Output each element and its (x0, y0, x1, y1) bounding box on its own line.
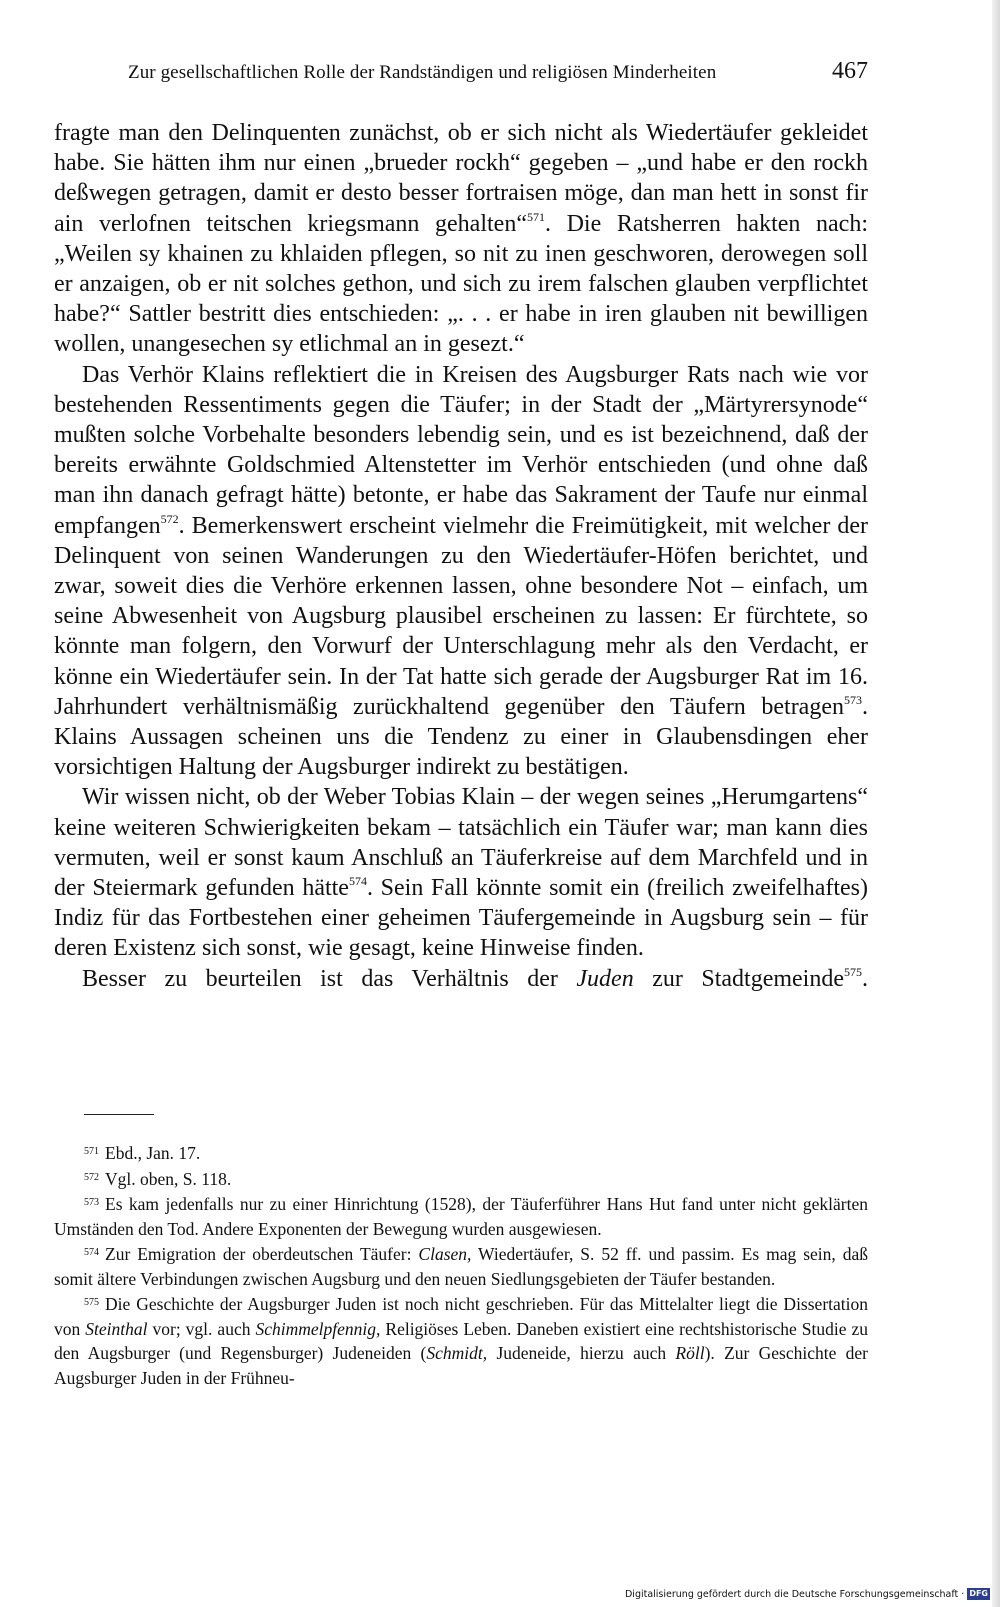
running-title: Zur gesellschaftlichen Rolle der Randständigen und religiösen Minderheiten (128, 62, 717, 83)
footnote-text: Judeneide, hierzu auch (487, 1343, 676, 1363)
dfg-logo-icon: DFG (969, 1589, 988, 1598)
digitization-credit (625, 1588, 990, 1600)
paragraph-4-text-c: . (862, 965, 869, 992)
footnote-author-emphasis: Röll (675, 1343, 705, 1363)
footnote-text: Wiedertäufer, S. 52 ff. und passim. Es mag sein, daß somit ältere Verbindungen zwischen Augsburg und den neuen Siedlungsgebieten der Täufer bestanden. (54, 1244, 868, 1289)
footnote-text: Die Geschichte der Augsburger Juden ist noch nicht geschrieben. Für das Mittelalter liegt die Dissertation von (54, 1294, 868, 1339)
body-text (54, 118, 868, 994)
paragraph-4-text-a: Besser zu beurteilen ist das Verhältnis der (82, 965, 577, 992)
footnote-author-emphasis: Schimmelpfennig, (255, 1318, 381, 1339)
footnote-author-emphasis: Steinthal (85, 1318, 148, 1339)
footnote-text: vor; vgl. auch (147, 1318, 256, 1339)
footnote-number: 571 (84, 1146, 99, 1157)
footnote-text: Religiöses Leben. Daneben existiert eine rechtshistorische Studie zu den Augsburger (und Regensburger) Judeneiden ( (54, 1318, 869, 1363)
footnote-text: Vgl. oben, S. 118. (105, 1168, 232, 1189)
footnote-ref-574[interactable]: 574 (348, 874, 367, 889)
footnote-number: 573 (84, 1197, 99, 1208)
footnote-571 (54, 1140, 868, 1166)
footnote-divider (84, 1114, 154, 1115)
footnote-number: 574 (84, 1247, 99, 1258)
footnote-text: ). Zur Geschichte der Augsburger Juden in der Frühneu- (54, 1343, 869, 1388)
footnote-text: Es kam jedenfalls nur zu einer Hinrichtung (1528), der Täuferführer Hans Hut fand unter nicht geklärten Umständen den Tod. Andere Exponenten der Bewegung wurden ausgewiesen. (54, 1194, 868, 1239)
footnote-572 (54, 1166, 868, 1192)
paragraph-3-text-b: . Sein Fall könnte somit ein (freilich zweifelhaftes) Indiz für das Fortbestehen einer geheimen Täufergemeinde in Augsburg sein – für deren Existenz sich sonst, wie gesagt, keine Hinweise finden. (54, 875, 869, 962)
paragraph-2-text-a: Das Verhör Klains reflektiert die in Kreisen des Augsburger Rats nach wie vor bestehenden Ressentiments gegen die Täufer; in der Stadt der „Märtyrersynode“ mußten solche Vorbehalte besonders lebendig sein, und es ist bezeichnend, daß der bereits erwähnte Goldschmied Altenstetter im Verhör entschieden (und ohne daß man ihn danach gefragt hätte) betonte, er habe das Sakrament der Taufe nur einmal empfangen (54, 361, 868, 539)
footnote-ref-572[interactable]: 572 (160, 511, 179, 526)
footnote-ref-575[interactable]: 575 (844, 964, 863, 979)
footnote-575 (54, 1291, 868, 1390)
footnote-author-emphasis: Schmidt, (426, 1343, 488, 1363)
credit-text: Digitalisierung gefördert durch die Deutsche Forschungsgemeinschaft · (624, 1588, 965, 1600)
footnote-number: 575 (84, 1297, 99, 1308)
footnote-number: 572 (84, 1171, 99, 1183)
paragraph-3 (54, 782, 868, 963)
footnote-text: Zur Emigration der oberdeutschen Täufer: (105, 1244, 419, 1264)
paragraph-4 (54, 964, 868, 994)
running-header (128, 58, 868, 94)
footnote-573 (54, 1191, 868, 1241)
paragraph-4-emphasis: Juden (576, 965, 634, 992)
paragraph-3-text-a: Wir wissen nicht, ob der Weber Tobias Klain – der wegen seines „Herumgartens“ keine weiteren Schwierigkeiten bekam – tatsächlich ein Täufer war; man kann dies vermuten, weil er sonst kaum Anschluß an Täuferkreise auf dem Marchfeld und in der Steiermark gefunden hätte (54, 784, 868, 902)
paragraph-2-text-b: . Bemerkenswert erscheint vielmehr die Freimütigkeit, mit welcher der Delinquent von seinen Wanderungen zu den Wiedertäufer-Höfen berichtet, und zwar, soweit dies die Verhöre erkennen lassen, ohne besondere Not – einfach, um seine Abwesenheit von Augsburg plausibel erscheinen zu lassen: Er fürchtete, so könnte man folgern, den Vorwurf der Unterschlagung mehr als den Verdacht, er könne ein Wiedertäufer sein. In der Tat hatte sich gerade der Augsburger Rat im 16. Jahrhundert verhältnismäßig zurückhaltend gegenüber den Täufern betragen (54, 512, 868, 720)
paragraph-2 (54, 360, 868, 783)
paragraph-1-text-a: fragte man den Delinquenten zunächst, ob er sich nicht als Wiedertäufer gekleidet habe. Sie hätten ihm nur einen „brueder rockh“ gegeben – „und habe er den rockh deßwegen getragen, damit er desto besser fortraisen möge, dan man hett in sonst fir ain verlofnen teitschen kriegsmann gehalten“ (54, 120, 868, 237)
paragraph-1-text-b: . Die Ratsherren hakten nach: „Weilen sy khainen zu khlaiden pflegen, so nit zu inen geschworen, derowegen soll er anzaigen, ob er nit solches gethon, und sich zu irem falschen glauben verpflichtet habe?“ Sattler bestritt dies entschieden: „. . . er habe in iren glauben nit bewilligen wollen, unangesechen sy etlichmal an in gesezt.“ (54, 210, 868, 358)
footnote-author-emphasis: Clasen, (418, 1244, 472, 1264)
paragraph-1 (54, 118, 868, 360)
paragraph-4-text-b: zur Stadtgemeinde (633, 965, 845, 992)
paragraph-2-text-c: . Klains Aussagen scheinen uns die Tendenz zu einer in Glaubensdingen eher vorsichtigen Haltung der Augsburger indirekt zu bestätigen. (54, 693, 868, 781)
footnotes (54, 1140, 868, 1390)
footnote-text: Ebd., Jan. 17. (105, 1143, 201, 1163)
page-number: 467 (832, 58, 868, 84)
page-edge-shadow (992, 0, 1000, 1607)
footnote-ref-571[interactable]: 571 (526, 209, 545, 224)
footnote-ref-573[interactable]: 573 (844, 692, 862, 707)
footnote-574 (54, 1241, 868, 1291)
